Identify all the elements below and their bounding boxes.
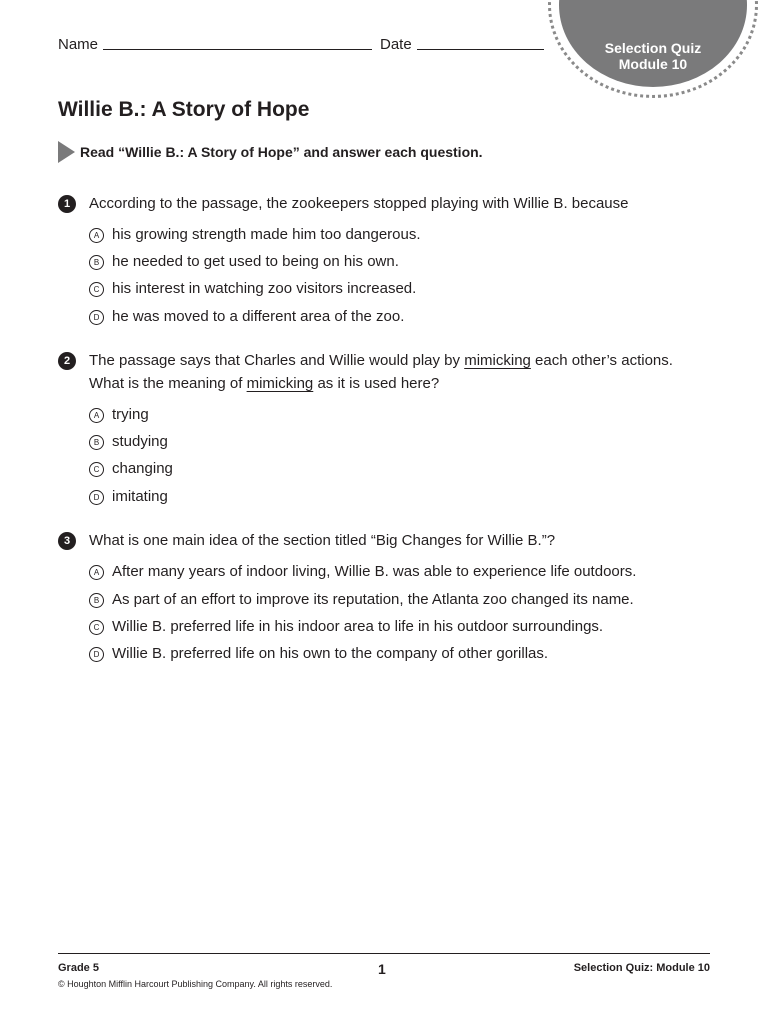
instruction-text: Read “Willie B.: A Story of Hope” and answer each question. (80, 144, 483, 160)
vocab-word: mimicking (246, 375, 314, 392)
option-a-bubble[interactable]: A (89, 408, 104, 423)
option-b-bubble[interactable]: B (89, 593, 104, 608)
vocab-word: mimicking (464, 352, 531, 369)
option-text: After many years of indoor living, Willie B. was able to experience life outdoors. (112, 563, 637, 580)
question-1-option-d[interactable] (89, 308, 404, 326)
copyright-notice: © Houghton Mifflin Harcourt Publishing Company. All rights reserved. (58, 979, 333, 989)
question-3-text: What is one main idea of the section titled “Big Changes for Willie B.”? (89, 532, 556, 549)
question-2-text (89, 349, 709, 395)
option-c-bubble[interactable]: C (89, 282, 104, 297)
name-field-line[interactable] (103, 49, 372, 50)
option-text: Willie B. preferred life on his own to the company of other gorillas. (112, 645, 549, 662)
date-label: Date (380, 36, 412, 53)
option-d-bubble[interactable]: D (89, 490, 104, 505)
option-text: his growing strength made him too dangerous. (112, 226, 421, 243)
question-1-number: 1 (58, 195, 76, 213)
page-number: 1 (378, 961, 386, 977)
name-label: Name (58, 36, 99, 53)
instruction-arrow-icon (58, 141, 75, 163)
question-2-number: 2 (58, 352, 76, 370)
question-2-line-2: What is the meaning of mimicking as it is used here? (89, 375, 440, 392)
question-3-option-c[interactable] (89, 618, 603, 636)
footer-grade: Grade 5 (58, 962, 99, 974)
question-1-option-a[interactable] (89, 226, 421, 244)
option-text: studying (112, 433, 168, 450)
question-2-option-d[interactable] (89, 488, 168, 506)
question-3-option-b[interactable] (89, 591, 634, 609)
module-badge-fill (559, 0, 747, 87)
question-2-option-a[interactable] (89, 406, 149, 424)
option-d-bubble[interactable]: D (89, 310, 104, 325)
option-b-bubble[interactable]: B (89, 255, 104, 270)
date-field-line[interactable] (417, 49, 544, 50)
option-text: As part of an effort to improve its reputation, the Atlanta zoo changed its name. (112, 591, 634, 608)
question-2-option-b[interactable] (89, 433, 168, 451)
page-title: Willie B.: A Story of Hope (58, 98, 310, 121)
option-b-bubble[interactable]: B (89, 435, 104, 450)
question-1-text: According to the passage, the zookeepers stopped playing with Willie B. because (89, 195, 629, 212)
badge-line-2: Module 10 (618, 56, 688, 72)
option-a-bubble[interactable]: A (89, 228, 104, 243)
question-3-option-a[interactable] (89, 563, 636, 581)
option-text: he needed to get used to being on his own. (112, 253, 399, 270)
badge-line-1: Selection Quiz (604, 40, 702, 56)
option-a-bubble[interactable]: A (89, 565, 104, 580)
option-text: Willie B. preferred life in his indoor area to life in his outdoor surroundings. (112, 618, 604, 635)
option-d-bubble[interactable]: D (89, 647, 104, 662)
option-c-bubble[interactable]: C (89, 462, 104, 477)
option-text: his interest in watching zoo visitors increased. (112, 280, 417, 297)
question-1-option-b[interactable] (89, 253, 399, 271)
option-c-bubble[interactable]: C (89, 620, 104, 635)
question-3-option-d[interactable] (89, 645, 548, 663)
footer-divider (58, 953, 710, 954)
question-3-number: 3 (58, 532, 76, 550)
question-2-option-c[interactable] (89, 460, 173, 478)
module-badge (548, 0, 758, 98)
option-text: he was moved to a different area of the zoo. (112, 308, 405, 325)
footer-quiz-label: Selection Quiz: Module 10 (573, 962, 710, 974)
question-2-line-1: The passage says that Charles and Willie would play by mimicking each other’s actions. (89, 352, 673, 369)
question-1-option-c[interactable] (89, 280, 416, 298)
option-text: changing (112, 460, 173, 477)
option-text: imitating (112, 488, 168, 505)
option-text: trying (112, 406, 149, 423)
